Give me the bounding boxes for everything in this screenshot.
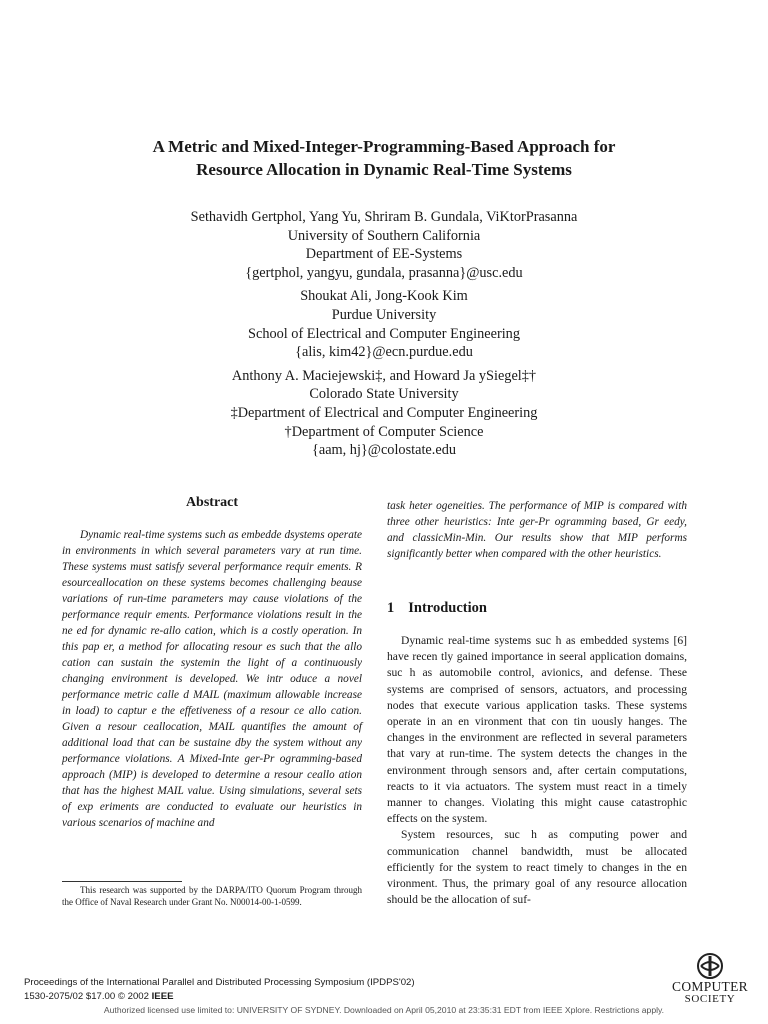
author-block-colostate <box>84 367 684 460</box>
author-list <box>84 208 684 465</box>
logo-text-society: SOCIETY <box>684 993 736 1005</box>
author-emails: {alis, kim42}@ecn.purdue.edu <box>295 344 473 361</box>
author-names: Anthony A. Maciejewski‡, and Howard Ja ySiegel‡† <box>231 367 537 384</box>
affiliation-department: †Department of Computer Science <box>284 423 484 440</box>
ieee-computer-society-logo-icon <box>695 952 725 980</box>
section-number: 1 <box>387 600 395 616</box>
copyright-text: 1530-2075/02 $17.00 © 2002 <box>24 991 149 1002</box>
proceedings-footer <box>24 976 584 1004</box>
title-line-1: A Metric and Mixed-Integer-Programming-Based Approach for <box>152 137 616 156</box>
affiliation-department: ‡Department of Electrical and Computer Engineering <box>230 404 538 421</box>
author-block-usc <box>84 208 684 282</box>
funding-footnote: This research was supported by the DARPA/ITO Quorum Program through the Office of Naval Research under Grant No. N00014-00-1-0599. <box>62 885 362 907</box>
paper-title <box>60 135 708 181</box>
section-heading-introduction <box>387 600 687 617</box>
author-emails: {aam, hj}@colostate.edu <box>311 442 456 459</box>
affiliation-university: University of Southern California <box>287 227 481 244</box>
affiliation-university: Purdue University <box>331 306 437 323</box>
logo-text-computer: COMPUTER <box>672 979 748 994</box>
author-names: Shoukat Ali, Jong-Kook Kim <box>300 288 468 305</box>
title-line-2: Resource Allocation in Dynamic Real-Time Systems <box>196 160 572 179</box>
computer-society-logo <box>660 952 760 1008</box>
right-column <box>387 498 687 908</box>
proceedings-line: Proceedings of the International Parallel and Distributed Processing Symposium (IPDPS'02) <box>24 977 415 988</box>
author-names: Sethavidh Gertphol, Yang Yu, Shriram B. Gundala, ViKtorPrasanna <box>190 209 578 225</box>
abstract-text: Dynamic real-time systems such as embedde dsystems operate in environments in which several parameters vary at run time. These systems must satisfy several performance requir ements. R esourceallocation on these systems becomes challenging beause variations of run-time parameters may cause violations of the performance requir ements. Performance violations result in the ne ed for dynamic re-allo cation, which is a costly operation. In this pap er, a method for allocating resour es such that the allo cation can sustain the systemin the light of a continuously changing environment is developed. We intr oduce a novel performance metric calle d MAIL (maximum allowable increase in load) to captur e the effetiveness of a resour ce allo cation. Given a resour ceallocation, MAIL quantifies the amount of additional load that can be sustaine dby the system without any performance violations. A Mixed-Inte ger-Pr ogramming-based approach (MIP) is developed to determine a resour ceallo ation that has the highest MAIL value. Using simulations, several sets of exp eriments are conducted to evaluate our heuristics in various scenarios of machine and <box>62 529 362 829</box>
abstract-continuation: task heter ogeneities. The performance of MIP is compared with three other heuristics: Inte ger-Pr ogramming based, Gr eedy, and classicMin-Min. Our results show that MIP performs significantly better when compared with the other heuristics. <box>387 500 687 560</box>
affiliation-department: School of Electrical and Computer Engineering <box>248 325 520 342</box>
footnote-divider <box>62 881 182 882</box>
intro-paragraph-2: System resources, suc h as computing power and communication channel bandwidth, must be allocated efficiently for the system to react timely to changes in the en vironment. Thus, the primary goal of any resource allocation should be the allocation of suf- <box>387 828 687 907</box>
ieee-brand: IEEE <box>151 991 174 1002</box>
section-title: Introduction <box>408 600 487 616</box>
copyright-line <box>24 990 584 1004</box>
license-notice: Authorized licensed use limited to: UNIVERSITY OF SYDNEY. Downloaded on April 05,2010 at 23:35:31 EDT from IEEE Xplore. Restrictions apply. <box>103 1005 665 1015</box>
author-block-purdue <box>84 287 684 361</box>
left-column <box>62 495 362 831</box>
affiliation-university: Colorado State University <box>309 386 459 403</box>
author-emails: {gertphol, yangyu, gundala, prasanna}@usc.edu <box>245 264 523 281</box>
intro-paragraph-1: Dynamic real-time systems suc h as embedded systems [6] have recen tly gained importance in seeral application domains, suc h as automobile control, avionics, and defense. These systems are comprised of sensors, actuators, and processing nodes that execute various application tasks. These systems operate in an en vironment that con tin uously hanges. The changes in the environment are reflected in several parameters that vary at run-time. The system detects the changes in the environment through sensors and, after certain computations, reacts to it via actuators. The system must react in a timely manner to changes. Violating this might cause catastrophic effects on the system. <box>387 634 687 826</box>
affiliation-department: Department of EE-Systems <box>305 246 463 263</box>
abstract-heading: Abstract <box>185 495 239 510</box>
